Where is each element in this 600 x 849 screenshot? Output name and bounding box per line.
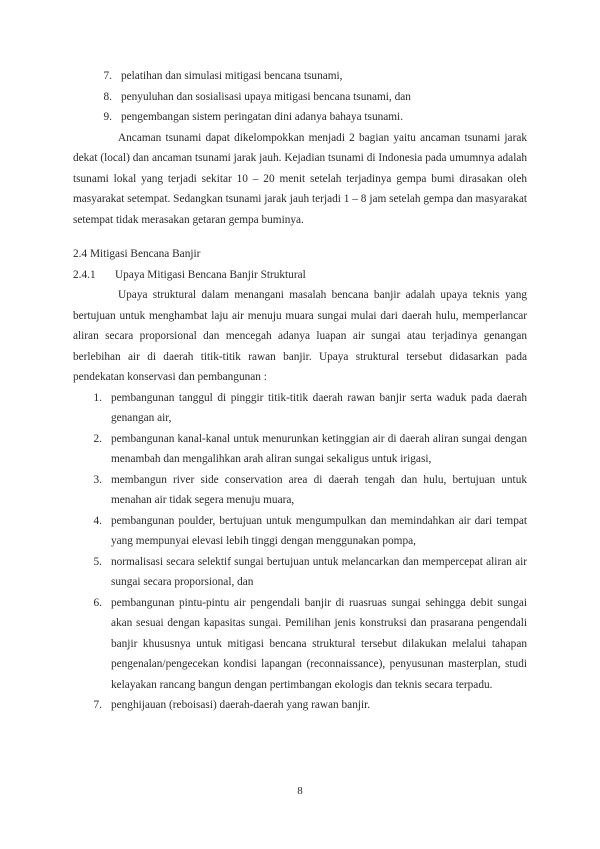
list-item bbox=[83, 87, 527, 108]
list-item-text: pembangunan kanal-kanal untuk menurunkan ketinggian air di daerah aliran sungai dengan menambah dan mengalihkan arah aliran sungai sekaligus untuk irigasi, bbox=[111, 432, 527, 465]
list-item-text: penghijauan (reboisasi) daerah-daerah yang rawan banjir. bbox=[111, 699, 371, 711]
page-number: 8 bbox=[297, 785, 303, 797]
list-item-number: 4. bbox=[93, 514, 102, 527]
list-item bbox=[83, 66, 527, 87]
list-item-number: 9. bbox=[103, 111, 112, 123]
list-item-number: 3. bbox=[93, 473, 102, 486]
structural-mitigation-paragraph: Upaya struktural dalam menangani masalah bencana banjir adalah upaya teknis yang bertujuan untuk menghambat laju air menuju muara sungai mulai dari daerah hulu, memperlancar aliran secara proporsional dan mencegah adanya luapan air sungai atau terjadinya genangan berlebihan air di daerah titik-titik rawan banjir. Upaya struktural tersebut didasarkan pada pendekatan konservasi dan pembangunan : bbox=[73, 289, 527, 383]
subsection-number: 2.4.1 bbox=[73, 268, 96, 281]
list-item-number: 7. bbox=[103, 70, 112, 82]
list-item-number: 8. bbox=[103, 90, 112, 103]
list-item bbox=[73, 695, 527, 716]
subsection-heading bbox=[73, 265, 527, 286]
list-item-text: pembangunan tanggul di pinggir titik-titik daerah rawan banjir serta waduk pada daerah genangan air, bbox=[111, 391, 527, 424]
list-item-number: 7. bbox=[93, 699, 102, 711]
list-item bbox=[73, 388, 527, 429]
list-item-number: 2. bbox=[93, 432, 102, 445]
list-item-number: 6. bbox=[93, 596, 102, 609]
list-item-text: pelatihan dan simulasi mitigasi bencana tsunami, bbox=[121, 70, 343, 82]
list-item-text: pembangunan pintu-pintu air pengendali banjir di ruasruas sungai sehingga debit sungai akan sesuai dengan kapasitas sungai. Pemilihan jenis konstruksi dan prasarana pengendali banjir khususnya untuk mitigasi bencana struktural tersebut dilakukan melalui tahapan pengenalan/pengecekan kondisi lapangan (reconnaissance), penyusunan masterplan, studi kelayakan rancang bangun dengan pertimbangan ekologis dan teknis secara terpadu. bbox=[111, 596, 527, 691]
list-item-text: membangun river side conservation area di daerah tengah dan hulu, bertujuan untuk menahan air tidak segera menuju muara, bbox=[111, 473, 527, 506]
tsunami-mitigation-list bbox=[73, 66, 527, 128]
tsunami-threat-paragraph: Ancaman tsunami dapat dikelompokkan menjadi 2 bagian yaitu ancaman tsunami jarak dekat (local) dan ancaman tsunami jarak jauh. Kejadian tsunami di Indonesia pada umumnya adalah tsunami lokal yang terjadi sekitar 10 – 20 menit setelah terjadinya gempa bumi dirasakan oleh masyarakat setempat. Sedangkan tsunami jarak jauh terjadi 1 – 8 jam setelah gempa dan masyarakat setempat tidak merasakan getaran gempa buminya. bbox=[73, 131, 527, 226]
flood-mitigation-list bbox=[73, 388, 527, 716]
list-item-text: pengembangan sistem peringatan dini adanya bahaya tsunami. bbox=[121, 111, 404, 123]
list-item-text: pembangunan poulder, bertujuan untuk mengumpulkan dan memindahkan air dari tempat yang mempunyai elevasi lebih tinggi dengan menggunakan pompa, bbox=[111, 514, 527, 547]
list-item-number: 5. bbox=[93, 555, 102, 568]
list-item bbox=[73, 552, 527, 593]
list-item bbox=[73, 429, 527, 470]
list-item bbox=[83, 107, 527, 128]
list-item bbox=[73, 470, 527, 511]
list-item-text: normalisasi secara selektif sungai bertujuan untuk melancarkan dan mempercepat aliran air sungai secara proporsional, dan bbox=[111, 555, 527, 588]
list-item bbox=[73, 593, 527, 696]
list-item bbox=[73, 511, 527, 552]
list-item-number: 1. bbox=[93, 391, 102, 404]
list-item-text: penyuluhan dan sosialisasi upaya mitigasi bencana tsunami, dan bbox=[121, 90, 411, 103]
section-heading: 2.4 Mitigasi Bencana Banjir bbox=[73, 248, 201, 260]
subsection-title: Upaya Mitigasi Bencana Banjir Struktural bbox=[115, 268, 306, 281]
